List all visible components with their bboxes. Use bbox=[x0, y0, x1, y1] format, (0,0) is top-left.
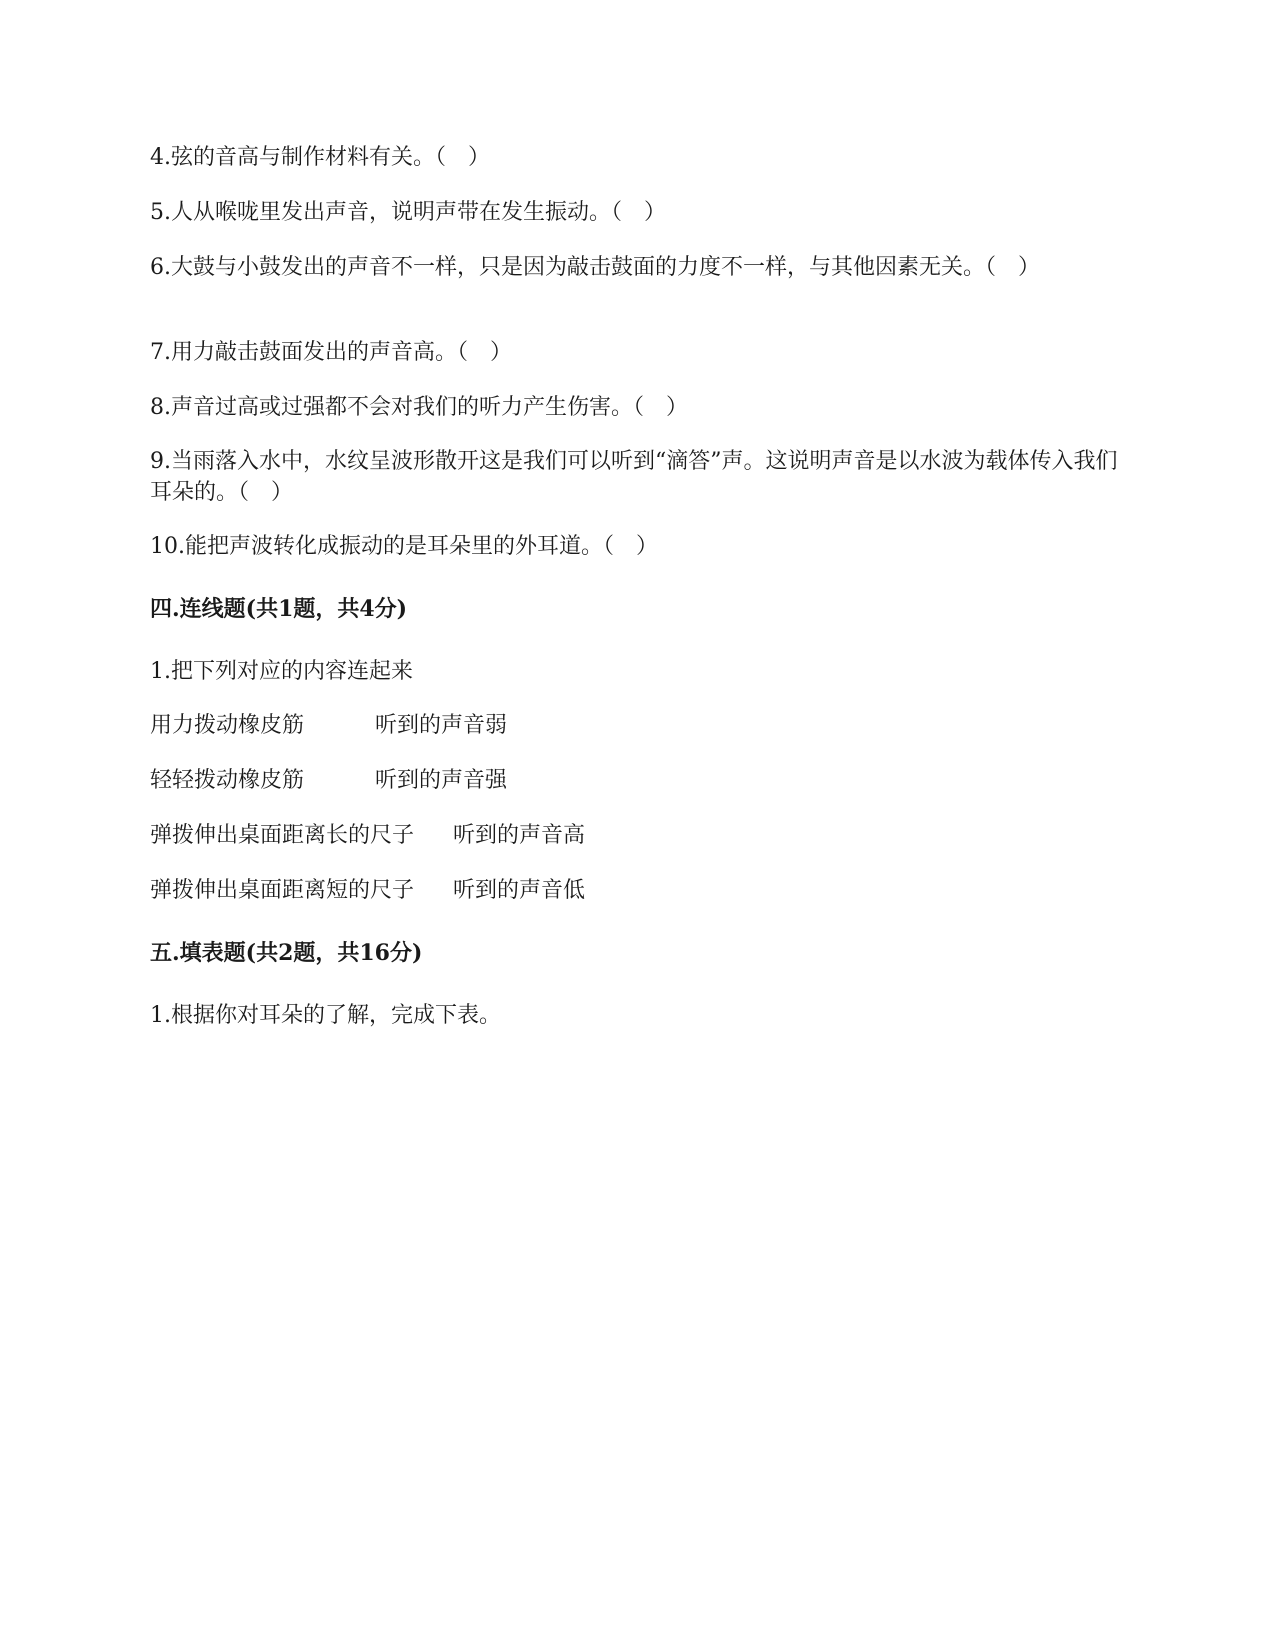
matching-right-item: 听到的声音强 bbox=[375, 768, 508, 793]
matching-right-item: 听到的声音高 bbox=[453, 823, 586, 848]
matching-row bbox=[150, 765, 750, 796]
section-heading-table: 五.填表题(共2题，共16分) bbox=[150, 940, 423, 966]
section-heading-matching: 四.连线题(共1题，共4分) bbox=[150, 596, 408, 622]
matching-left-item: 用力拨动橡皮筋 bbox=[150, 713, 305, 738]
judge-item-7: 7.用力敲击鼓面发出的声音高。（ ） bbox=[150, 340, 512, 365]
judge-item-8: 8.声音过高或过强都不会对我们的听力产生伤害。（ ） bbox=[150, 395, 688, 420]
matching-question: 1.把下列对应的内容连起来 bbox=[150, 659, 413, 684]
judge-item-6: 6.大鼓与小鼓发出的声音不一样，只是因为敲击鼓面的力度不一样，与其他因素无关。（ ） bbox=[150, 255, 1040, 280]
judge-item-5: 5.人从喉咙里发出声音，说明声带在发生振动。（ ） bbox=[150, 200, 666, 225]
matching-left-item: 弹拨伸出桌面距离长的尺子 bbox=[150, 823, 415, 848]
matching-right-item: 听到的声音低 bbox=[453, 878, 586, 903]
judge-item-9: 9.当雨落入水中，水纹呈波形散开这是我们可以听到“滴答”声。这说明声音是以水波为载体传入我们耳朵的。（ ） bbox=[150, 449, 1118, 505]
table-question: 1.根据你对耳朵的了解，完成下表。 bbox=[150, 1003, 501, 1028]
judge-item-4: 4.弦的音高与制作材料有关。（ ） bbox=[150, 145, 490, 170]
matching-row bbox=[150, 820, 750, 851]
matching-row bbox=[150, 875, 750, 906]
matching-right-item: 听到的声音弱 bbox=[375, 713, 508, 738]
matching-left-item: 轻轻拨动橡皮筋 bbox=[150, 768, 305, 793]
matching-left-item: 弹拨伸出桌面距离短的尺子 bbox=[150, 878, 415, 903]
judge-item-10: 10.能把声波转化成振动的是耳朵里的外耳道。（ ） bbox=[150, 534, 658, 559]
matching-row bbox=[150, 710, 750, 741]
